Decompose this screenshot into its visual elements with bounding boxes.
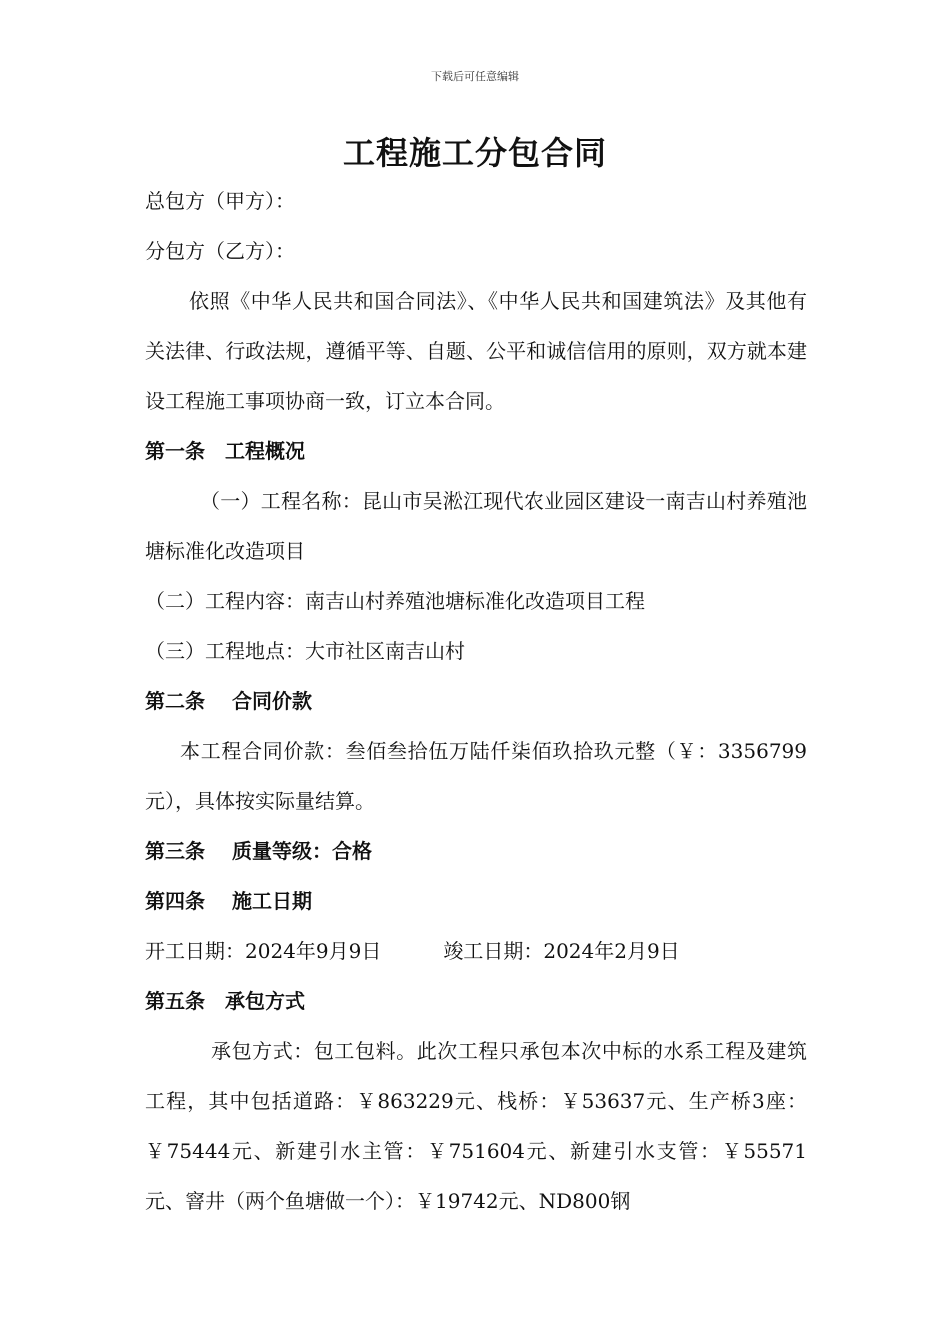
party-b-line: 分包方（乙方）： [145,239,295,263]
header-note: 下载后可任意编辑 [431,70,519,83]
party-a-line: 总包方（甲方）： [145,189,295,213]
article1-item-name: （一）工程名称：昆山市吴淞江现代农业园区建设一南吉山村养殖池塘标准化改造项目 [145,489,807,563]
article2-text: 本工程合同价款：叁佰叁拾伍万陆仟柒佰玖拾玖元整（￥：3356799元），具体按实际量结算。 [145,739,807,813]
article4-dates [145,926,807,976]
article1-item-content: （二）工程内容：南吉山村养殖池塘标准化改造项目工程 [145,589,645,613]
article2-heading: 第二条 合同价款 [145,689,312,713]
start-date: 开工日期：2024年9月9日 [145,939,382,963]
article1-item-location: （三）工程地点：大市社区南吉山村 [145,639,465,663]
article1-heading: 第一条 工程概况 [145,439,305,463]
document-title: 工程施工分包合同 [342,134,607,172]
article3-heading: 第三条 质量等级：合格 [145,839,372,863]
article5-heading: 第五条 承包方式 [145,989,305,1013]
end-date: 竣工日期：2024年2月9日 [443,939,680,963]
article4-heading: 第四条 施工日期 [145,889,312,913]
article5-text: 承包方式：包工包料。此次工程只承包本次中标的水系工程及建筑工程，其中包括道路：￥863229元、栈桥：￥53637元、生产桥3座：￥75444元、新建引水主管：￥751604元、新建引水支管：￥55571元、窨井（两个鱼塘做一个）：￥19742元、ND800钢 [145,1039,807,1213]
preamble-paragraph: 依照《中华人民共和国合同法》、《中华人民共和国建筑法》及其他有关法律、行政法规，遵循平等、自题、公平和诚信信用的原则，双方就本建设工程施工事项协商一致，订立本合同。 [145,289,807,413]
document-body [145,176,807,1226]
